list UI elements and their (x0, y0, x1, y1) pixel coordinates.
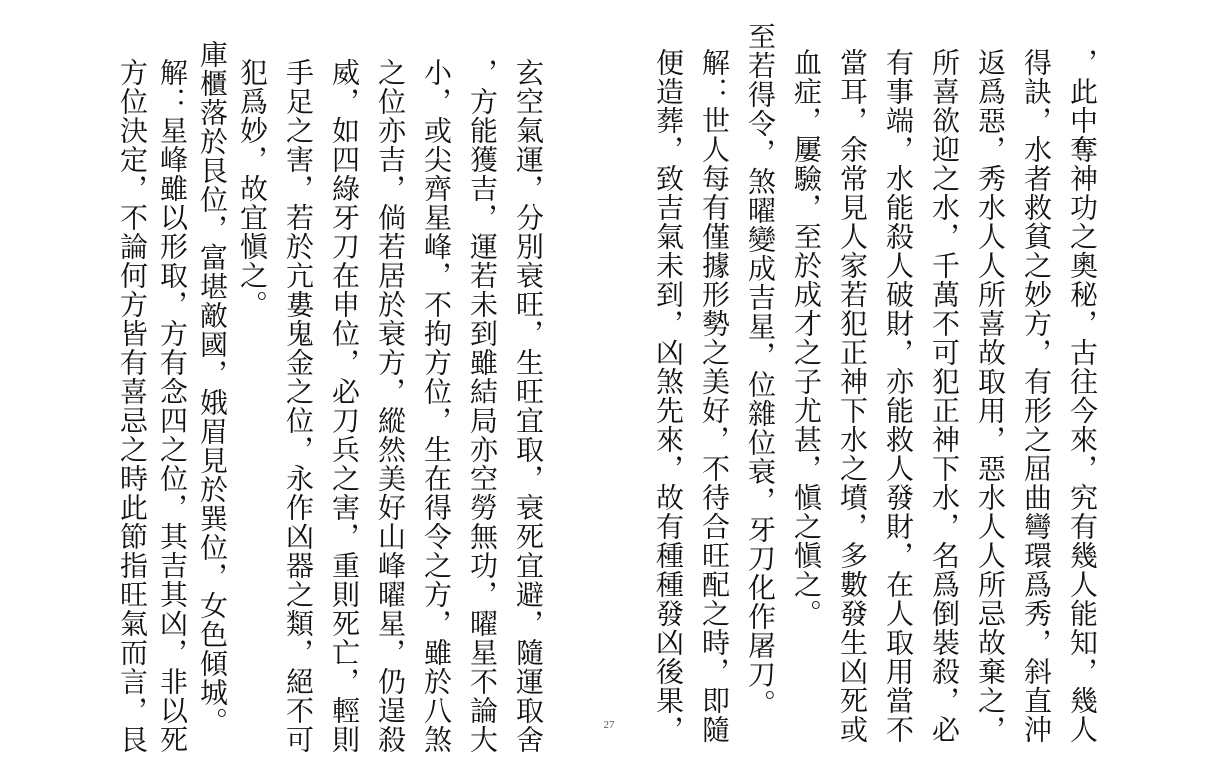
text-column: ，方能獲吉，運若未到雖結局亦空勞無功，曜星不論大 (466, 58, 499, 754)
text-column: 有事端，水能殺人破財，亦能救人發財，在人取用當不 (882, 48, 915, 744)
text-column: 之位亦吉，倘若居於衰方，縱然美好山峰曜星，仍逞殺 (374, 58, 407, 754)
text-column: 得訣，水者救貧之妙方，有形之屈曲彎環爲秀，斜直沖 (1020, 48, 1053, 744)
text-column: ，此中奪神功之奧秘，古往今來，究有幾人能知，幾人 (1066, 48, 1099, 744)
commentary-column: 解：星峰雖以形取，方有念四之位，其吉其凶，非以死 (156, 58, 189, 754)
text-column: 血症，屢驗，至於成才之子尤甚，愼之愼之。 (790, 48, 823, 628)
text-column: 玄空氣運，分別衰旺，生旺宜取，衰死宜避，隨運取舍 (512, 58, 545, 754)
verse-heading-column: 庫櫃落於艮位，富堪敵國，娥眉見於巽位，女色傾城。 (196, 40, 229, 736)
text-column: 方位決定，不論何方皆有喜忌之時此節指旺氣而言，艮 (116, 58, 149, 754)
text-column: 犯爲妙，故宜愼之。 (236, 58, 269, 319)
page-number: 27 (603, 719, 615, 731)
commentary-column: 解：世人每有僅據形勢之美好，不待合旺配之時，即隨 (698, 48, 731, 744)
text-column: 返爲惡，秀水人人所喜故取用，惡水人人所忌故棄之， (974, 48, 1007, 744)
text-column: 小，或尖齊星峰，不拘方位，生在得令之方，雖於八煞 (420, 58, 453, 754)
text-column: 當耳，余常見人家若犯正神下水之墳，多數發生凶死或 (836, 48, 869, 744)
text-column: 所喜欲迎之水，千萬不可犯正神下水，名爲倒裝殺，必 (928, 48, 961, 744)
verse-heading-column: 至若得令，煞曜變成吉星，位雜位衰，牙刀化作屠刀。 (744, 22, 777, 718)
text-column: 威，如四綠牙刀在申位，必刀兵之害，重則死亡，輕則 (328, 58, 361, 754)
text-column: 便造葬，致吉氣未到，凶煞先來，故有種種發凶後果， (652, 48, 685, 744)
text-column: 手足之害，若於亢婁鬼金之位，永作凶器之類，絕不可 (282, 58, 315, 754)
